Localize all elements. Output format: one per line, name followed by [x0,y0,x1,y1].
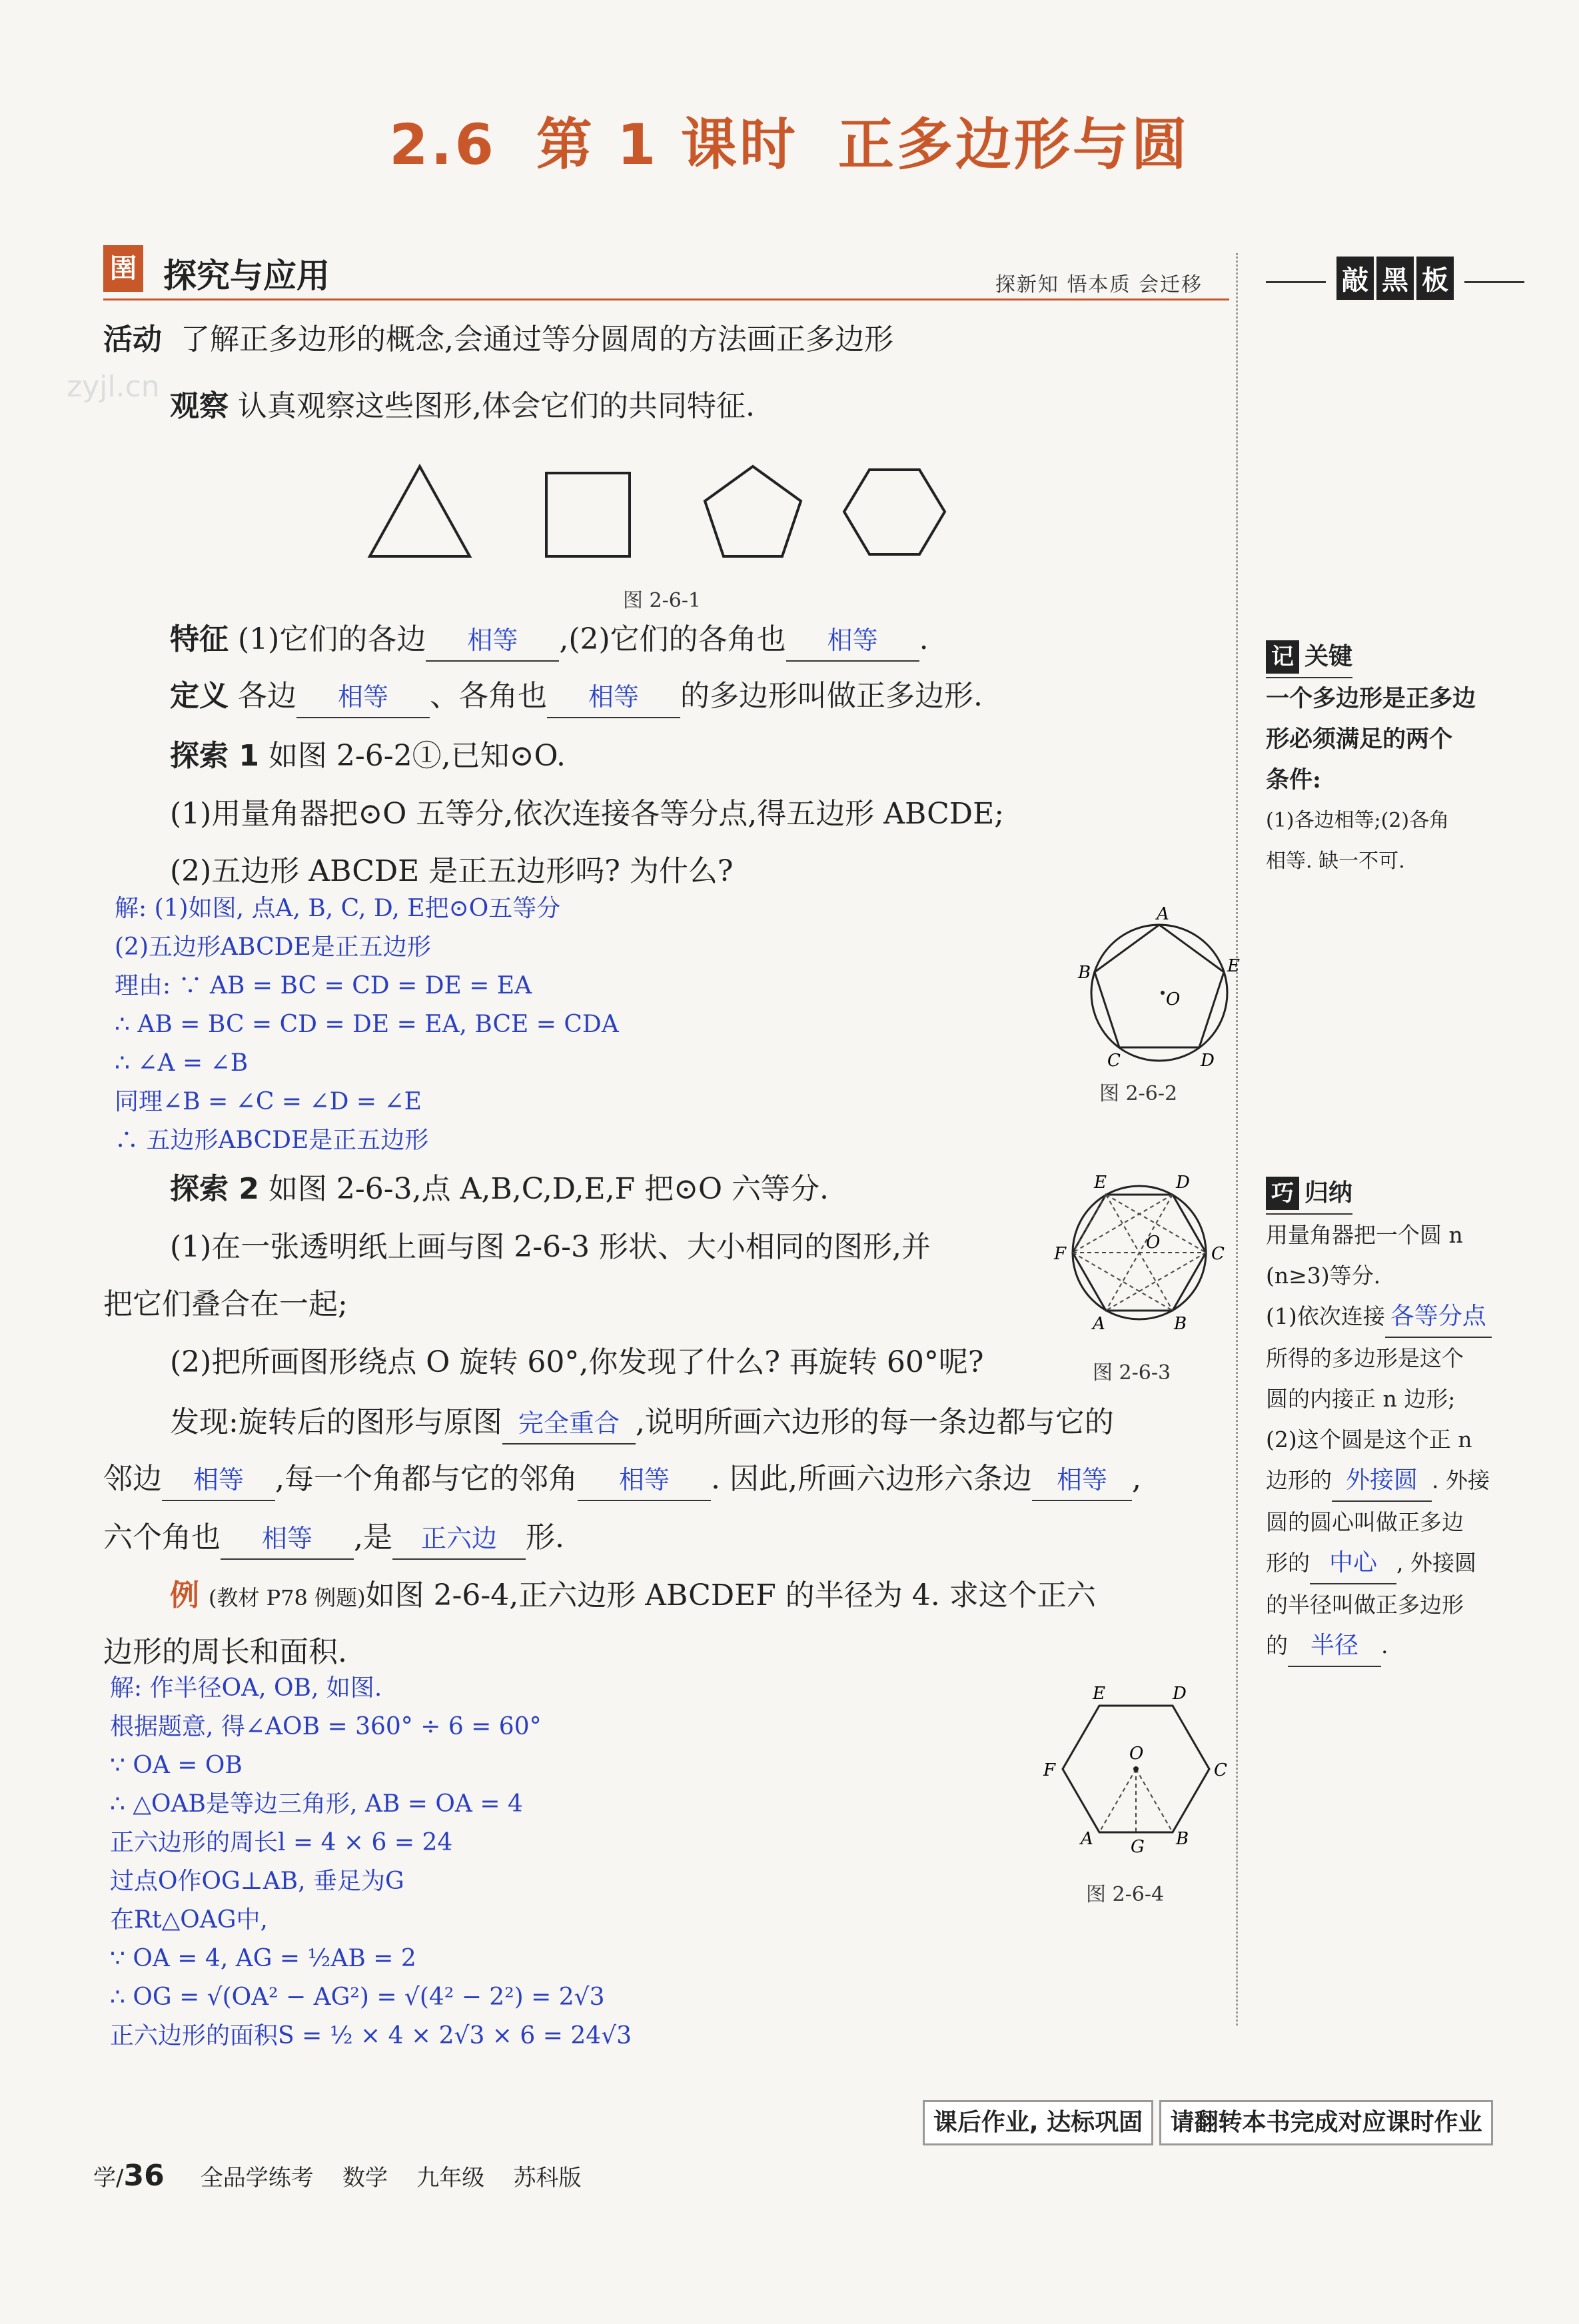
footer-series: 全品学练考 [200,2165,314,2191]
side-note-line [1266,1625,1512,1667]
feature-text-3: . [919,622,929,656]
label-e: E [1094,1173,1107,1193]
finding-text-3: 邻边 [103,1462,162,1496]
figure-2-6-2 [1073,899,1246,1079]
side-note-line: 条件: [1266,766,1321,794]
hexagon-shape [844,470,945,554]
section-icon: 圉 [103,245,143,292]
finding-text-9: 形. [526,1520,564,1554]
dashed-diagonals [1073,1195,1206,1311]
answer-line: (2)五边形ABCDE是正五边形 [115,933,431,961]
page-title [0,100,1579,181]
label-b: B [1176,1829,1189,1849]
fig3-caption: 图 2-6-3 [1093,1361,1171,1385]
page-number: 36 [123,2159,165,2193]
answer-line: 同理∠B = ∠C = ∠D = ∠E [115,1088,422,1115]
label-o: O [1129,1744,1144,1764]
definition-text-2: 、各角也 [430,679,547,713]
side-answer-2: 外接圆 [1332,1460,1432,1502]
answer-line: ∴ OG = √(OA² − AG²) = √(4² − 2²) = 2√3 [110,1984,605,2011]
label-a: A [1093,1314,1105,1334]
fig1-caption: 图 2-6-1 [623,589,702,612]
figure-2-6-3 [1046,1163,1233,1343]
flip-book-button[interactable]: 请翻转本书完成对应课时作业 [1159,2100,1493,2145]
answer-line: 解: (1)如图, 点A, B, C, D, E把⊙O五等分 [115,895,561,922]
side-answer-3: 中心 [1310,1542,1396,1584]
definition-label: 定义 [170,679,229,713]
label-d: D [1173,1684,1187,1704]
side-answer-4: 半径 [1288,1625,1381,1667]
side-text: 的 [1266,1632,1288,1658]
explore1-q2: (2)五边形 ABCDE 是正五边形吗? 为什么? [170,854,734,888]
finding-text-6: , [1131,1462,1141,1496]
answer-line: 在Rt△OAG中, [110,1906,268,1934]
key-icon: 记 [1266,640,1299,674]
example-text-1 [170,1576,1096,1618]
side-note-line: 圆的内接正 n 边形; [1266,1386,1456,1412]
side-note-line: 用量角器把一个圆 n [1266,1222,1463,1248]
fig4-caption: 图 2-6-4 [1086,1883,1165,1906]
title-topic: 正多边形与圆 [837,112,1190,177]
finding-text-1: 发现:旋转后的图形与原图 [170,1405,502,1439]
divider-left [1266,281,1326,283]
answer-line: 解: 作半径OA, OB, 如图. [110,1674,382,1702]
side-note-line: (2)这个圆是这个正 n [1266,1427,1472,1452]
square-shape [546,473,630,556]
label-e: E [1227,956,1240,976]
side-text: . [1381,1632,1388,1658]
side-note-line: (n≥3)等分. [1266,1263,1381,1289]
pentagon-shape [705,466,801,556]
activity-label: 活动 [103,322,162,356]
explore1-answer [115,889,619,1160]
side-note-summary-title: 归纳 [1305,1179,1353,1207]
explore2-finding-2 [103,1459,1141,1501]
side-note-line [1266,1542,1512,1584]
figure-2-6-1 [360,460,986,566]
side-note-line: (1)各边相等;(2)各角 [1266,809,1450,832]
label-b: B [1174,1314,1187,1334]
activity-text: 了解正多边形的概念,会通过等分圆周的方法画正多边形 [180,322,893,356]
explore2-finding-3 [103,1518,564,1560]
explore1-q1: (1)用量角器把⊙O 五等分,依次连接各等分点,得五边形 ABCDE; [170,797,1005,831]
finding-text-5: . 因此,所画六边形六条边 [711,1462,1032,1496]
answer-line: 正六边形的面积S = ½ × 4 × 2√3 × 6 = 24√3 [110,2022,632,2049]
observe [170,386,755,426]
explore2-intro-text: 如图 2-6-3,点 A,B,C,D,E,F 把⊙O 六等分. [268,1172,829,1206]
side-note-summary [1266,1173,1512,1667]
label-o: O [1146,1233,1161,1253]
finding-text-4: ,每一个角都与它的邻角 [275,1462,578,1496]
center-point [1133,1766,1139,1772]
explore1-label: 探索 1 [170,739,259,773]
board-char-1: 敲 [1336,257,1374,300]
finding-text-7: 六个角也 [103,1520,221,1554]
explore1-intro-text: 如图 2-6-2①,已知⊙O. [268,739,566,773]
footer-edition: 苏科版 [513,2165,582,2191]
explore2-q2: (2)把所画图形绕点 O 旋转 60°,你发现了什么? 再旋转 60°呢? [170,1345,984,1379]
label-o: O [1166,989,1181,1009]
circle-o [1091,925,1227,1061]
radius-oa [1099,1769,1136,1832]
side-note-line [1266,1296,1512,1338]
blackboard-header [1266,257,1524,300]
example-source: (教材 P78 例题) [209,1585,366,1610]
answer-line: 理由: ∵ AB = BC = CD = DE = EA [115,972,532,999]
side-text: , 外接圆 [1396,1550,1476,1576]
section-tags: 探新知 悟本质 会迁移 [995,273,1203,296]
feature-answer-2: 相等 [786,620,919,662]
finding-answer-4: 相等 [1032,1460,1132,1501]
figure-2-6-4 [1033,1679,1246,1859]
label-b: B [1078,963,1091,983]
label-f: F [1043,1760,1056,1780]
label-d: D [1176,1173,1190,1193]
side-text: . 外接 [1432,1467,1490,1493]
finding-answer-5: 相等 [221,1518,354,1560]
homework-button[interactable]: 课后作业, 达标巩固 [923,2100,1153,2145]
finding-answer-6: 正六边 [392,1518,526,1560]
feature [170,620,929,662]
label-d: D [1201,1051,1215,1071]
explore1-intro [170,736,566,776]
example-text-2: 边形的周长和面积. [103,1635,347,1669]
feature-label: 特征 [170,622,229,656]
answer-line: ∴ 五边形ABCDE是正五边形 [115,1127,429,1154]
board-char-2: 黑 [1376,257,1414,300]
section-title: 探究与应用 [163,257,330,295]
finding-answer-3: 相等 [578,1460,711,1501]
definition-text-3: 的多边形叫做正多边形. [680,679,983,713]
explore2-label: 探索 2 [170,1172,259,1206]
side-note-line [1266,1460,1512,1502]
label-c: C [1214,1760,1227,1780]
divider-right [1464,281,1524,283]
observe-label: 观察 [170,389,229,423]
label-a: A [1081,1829,1093,1849]
side-text: 边形的 [1266,1467,1332,1493]
side-note-line: 圆的圆心叫做正多边 [1266,1509,1464,1535]
side-note-key-title: 关键 [1305,643,1353,670]
page-footer [93,2159,581,2193]
side-note-key-header [1266,636,1352,678]
answer-line: 过点O作OG⊥AB, 垂足为G [110,1868,404,1895]
side-note-line: 形必须满足的两个 [1266,726,1453,753]
side-note-summary-header [1266,1173,1352,1215]
label-c: C [1107,1051,1121,1071]
example-question-1: 如图 2-6-4,正六边形 ABCDEF 的半径为 4. 求这个正六 [365,1578,1096,1612]
label-f: F [1054,1244,1067,1264]
title-lesson: 第 1 课时 [536,112,798,177]
answer-line: ∴ △OAB是等边三角形, AB = OA = 4 [110,1790,523,1818]
finding-text-8: ,是 [354,1520,392,1554]
side-note-key [1266,636,1512,881]
label-c: C [1211,1244,1225,1264]
definition [170,676,983,718]
side-note-line: 的半径叫做正多边形 [1266,1592,1464,1618]
definition-text-1: 各边 [238,679,296,713]
radius-ob [1136,1769,1173,1832]
observe-text: 认真观察这些图形,体会它们的共同特征. [238,389,755,423]
side-note-line: 所得的多边形是这个 [1266,1345,1464,1371]
answer-line: ∵ OA = 4, AG = ½AB = 2 [110,1945,416,1972]
example-answer [110,1669,632,2055]
footer-grade: 九年级 [416,2165,485,2191]
label-a: A [1157,904,1169,924]
finding-text-2: ,说明所画六边形的每一条边都与它的 [635,1405,1114,1439]
explore2-q1b: 把它们叠合在一起; [103,1287,348,1321]
footer-prefix: 学/ [93,2165,124,2191]
center-point [1161,991,1165,995]
finding-answer-2: 相等 [162,1460,275,1501]
fig2-caption: 图 2-6-2 [1099,1082,1178,1105]
answer-line: ∵ OA = OB [110,1752,243,1779]
section-header [103,245,1229,300]
side-note-line: 一个多边形是正多边 [1266,685,1476,712]
footer-subject: 数学 [342,2165,388,2191]
example-label: 例 [170,1578,199,1612]
feature-answer-1: 相等 [426,620,559,662]
answer-line: 正六边形的周长l = 4 × 6 = 24 [110,1829,453,1856]
feature-text-2: ,(2)它们的各角也 [559,622,786,656]
label-e: E [1093,1684,1105,1704]
watermark: zyjl.cn [67,370,160,404]
definition-answer-1: 相等 [296,677,430,718]
title-number: 2.6 [389,112,496,177]
answer-line: 根据题意, 得∠AOB = 360° ÷ 6 = 60° [110,1713,542,1740]
side-text: (1)依次连接 [1266,1303,1385,1329]
side-text: 形的 [1266,1550,1310,1576]
side-answer-1: 各等分点 [1385,1296,1492,1338]
explore2-intro [170,1169,829,1209]
tip-icon: 巧 [1266,1177,1299,1210]
answer-line: ∴ ∠A = ∠B [115,1049,249,1077]
answer-line: ∴ AB = BC = CD = DE = EA, BCE = CDA [115,1011,619,1038]
triangle-shape [370,466,470,556]
explore2-finding-1 [170,1403,1114,1445]
label-g: G [1131,1837,1145,1857]
definition-answer-2: 相等 [547,677,680,718]
explore2-q1a: (1)在一张透明纸上画与图 2-6-3 形状、大小相同的图形,并 [170,1230,931,1264]
board-char-3: 板 [1416,257,1454,300]
side-note-line: 相等. 缺一不可. [1266,850,1405,873]
activity [103,320,893,360]
feature-text-1: (1)它们的各边 [238,622,426,656]
finding-answer-1: 完全重合 [502,1403,636,1445]
